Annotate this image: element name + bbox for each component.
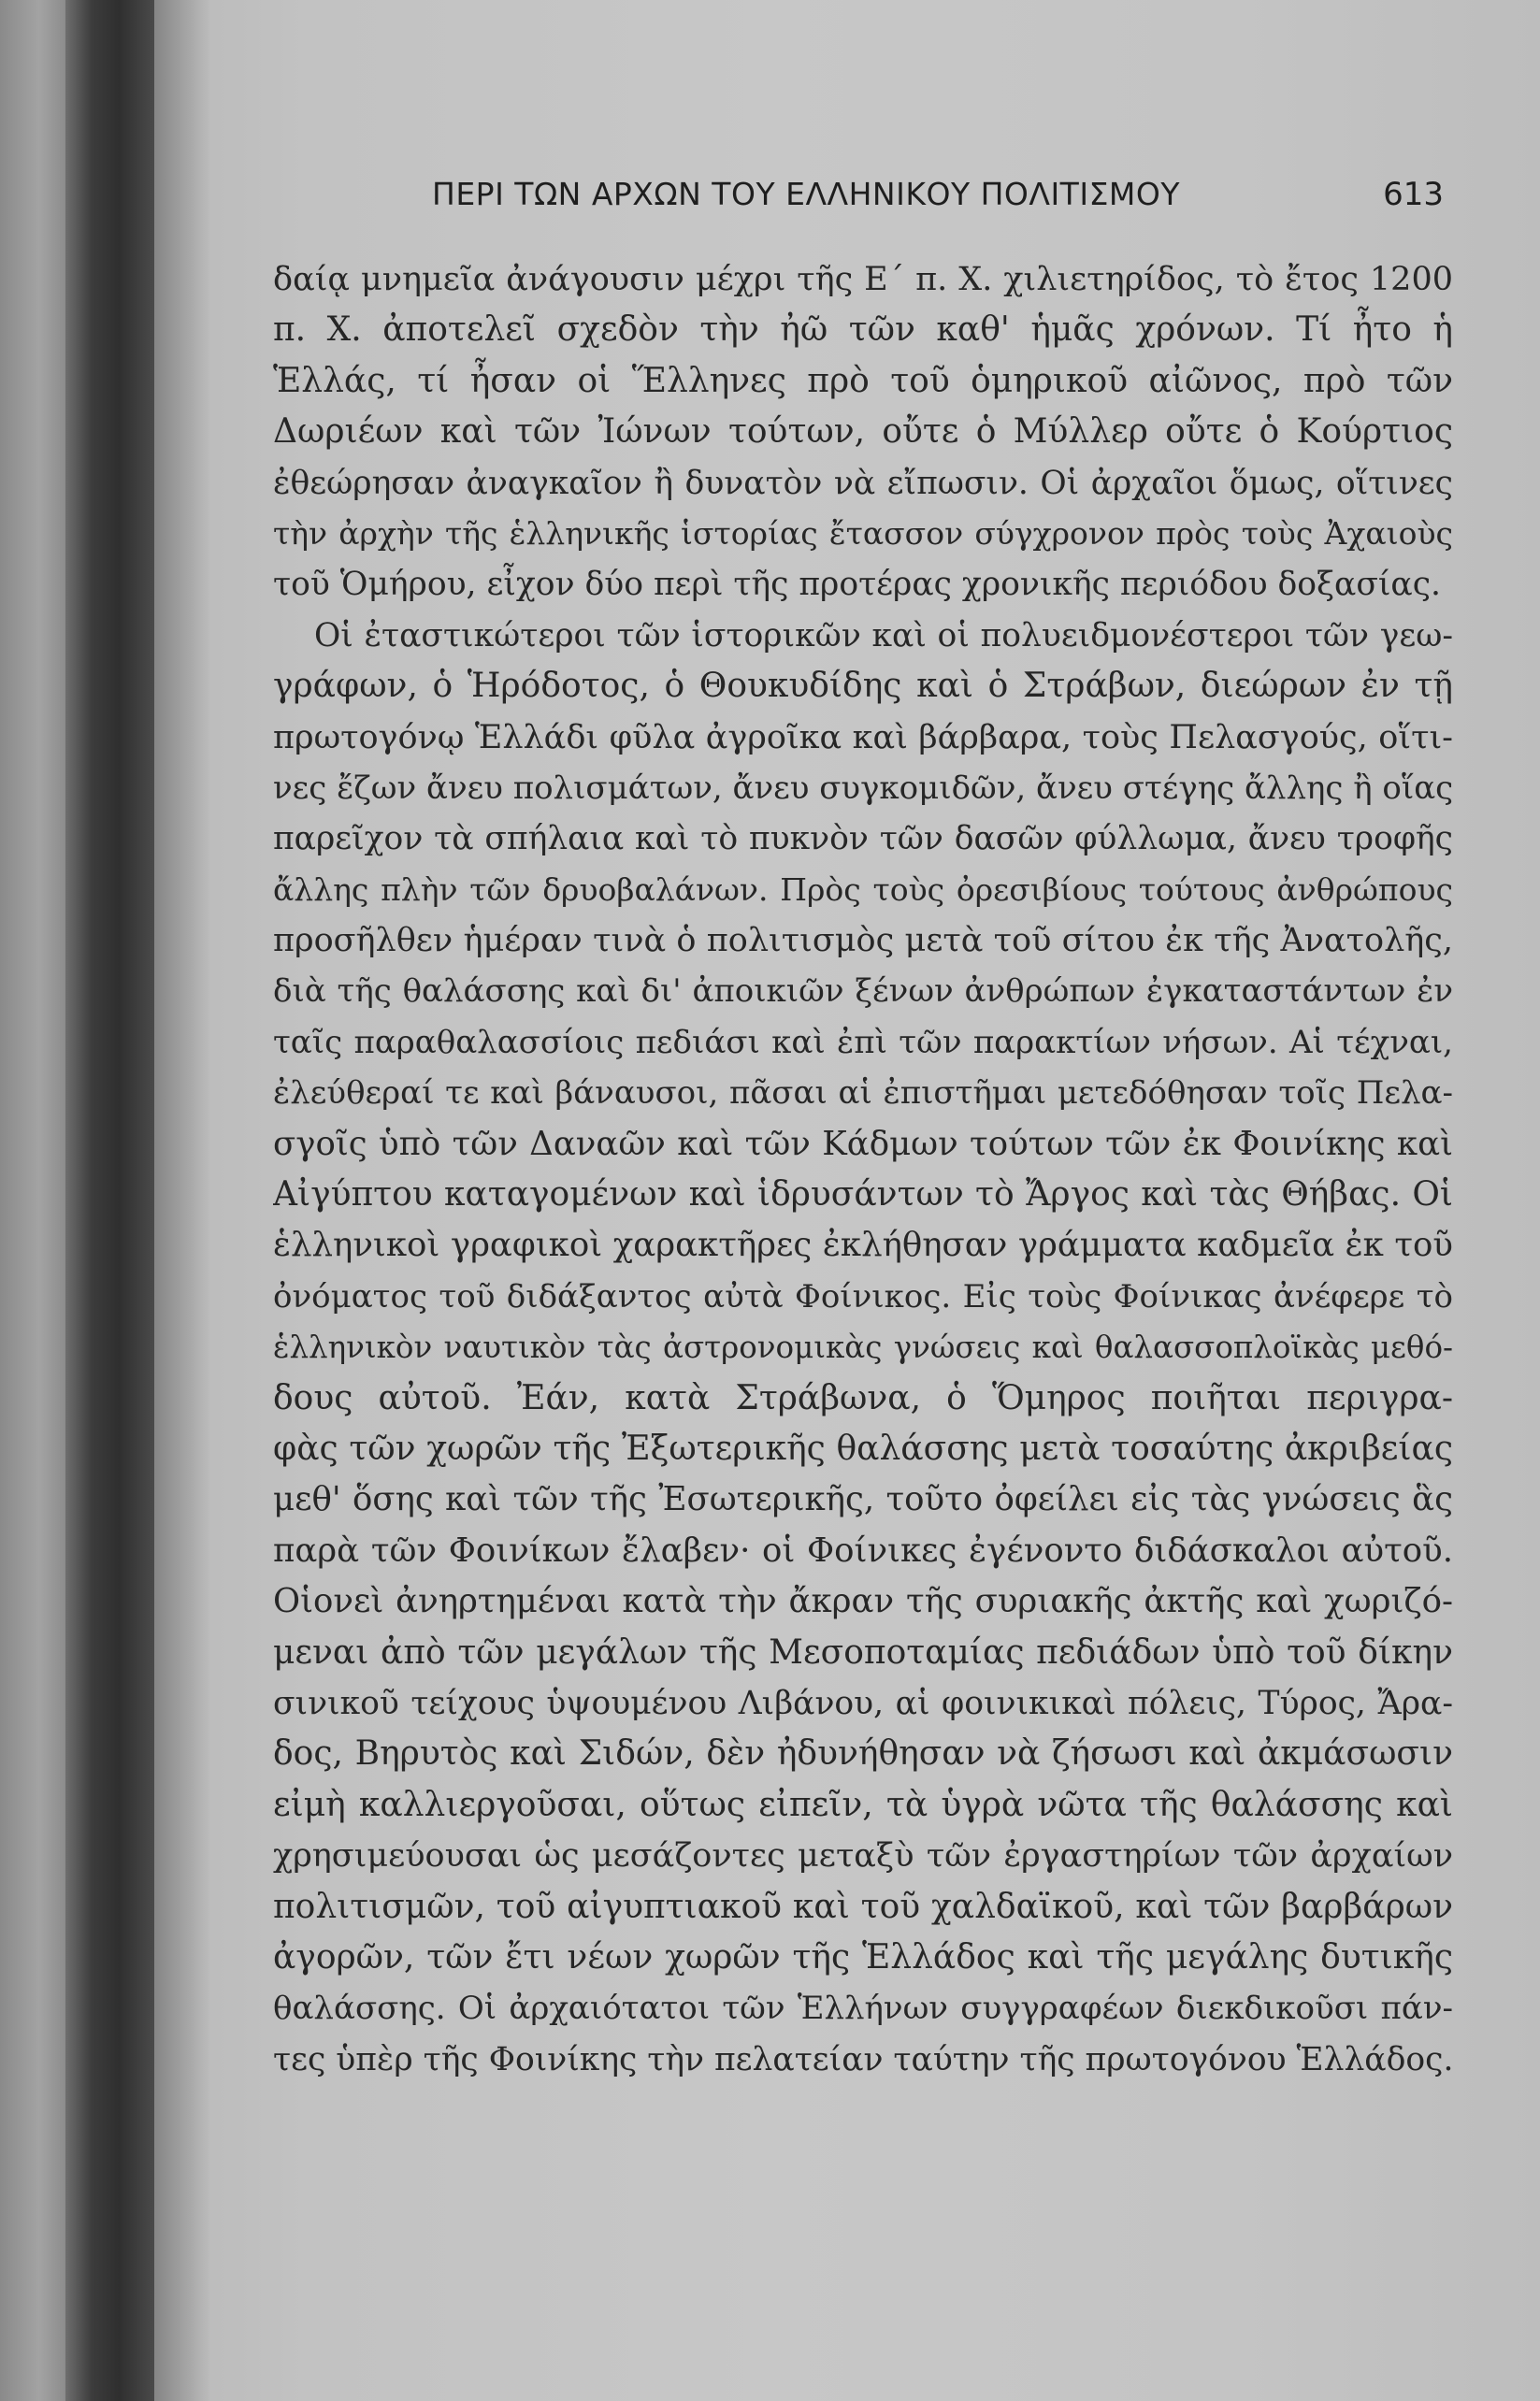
text-line: δους αὐτοῦ. Ἐάν, κατὰ Στράβωνα, ὁ Ὅμηρος ποιῆται περιγρα-: [273, 1378, 1453, 1417]
text-line: μεθ' ὅσης καὶ τῶν τῆς Ἐσωτερικῆς, τοῦτο ὀφείλει εἰς τὰς γνώσεις ἃς: [273, 1480, 1453, 1519]
text-line: ἑλληνικὸν ναυτικὸν τὰς ἀστρονομικὰς γνώσεις καὶ θαλασσοπλοϊκὰς μεθό-: [273, 1330, 1453, 1366]
text-line: γράφων, ὁ Ἡρόδοτος, ὁ Θουκυδίδης καὶ ὁ Στράβων, διεώρων ἐν τῇ: [273, 667, 1453, 706]
text-line: φὰς τῶν χωρῶν τῆς Ἐξωτερικῆς θαλάσσης μετὰ τοσαύτης ἀκριβείας: [273, 1429, 1453, 1468]
book-gutter: [65, 0, 154, 2401]
text-line: ἐλεύθεραί τε καὶ βάναυσοι, πᾶσαι αἱ ἐπιστῆμαι μετεδόθησαν τοῖς Πελα-: [273, 1074, 1453, 1113]
gutter-fade: [154, 0, 210, 2401]
page-header: [432, 176, 1451, 223]
text-line: εἰμὴ καλλιεργοῦσαι, οὕτως εἰπεῖν, τὰ ὑγρὰ νῶτα τῆς θαλάσσης καὶ: [273, 1785, 1453, 1824]
text-line: δαίᾳ μνημεῖα ἀνάγουσιν μέχρι τῆς Ε΄ π. Χ. χιλιετηρίδος, τὸ ἔτος 1200: [273, 261, 1453, 298]
text-line: Οἱονεὶ ἀνηρτημέναι κατὰ τὴν ἄκραν τῆς συριακῆς ἀκτῆς καὶ χωριζό-: [273, 1582, 1453, 1621]
text-line: μεναι ἀπὸ τῶν μεγάλων τῆς Μεσοποταμίας πεδιάδων ὑπὸ τοῦ δίκην: [273, 1632, 1453, 1672]
text-line: τοῦ Ὁμήρου, εἶχον δύο περὶ τῆς προτέρας χρονικῆς περιόδου δοξασίας.: [273, 566, 1442, 604]
text-line: Ἑλλάς, τί ἦσαν οἱ Ἕλληνες πρὸ τοῦ ὁμηρικοῦ αἰῶνος, πρὸ τῶν: [273, 361, 1453, 400]
text-line: ἄλλης πλὴν τῶν δρυοβαλάνων. Πρὸς τοὺς ὀρεσιβίους τούτους ἀνθρώπους: [273, 870, 1453, 908]
text-line: προσῆλθεν ἡμέραν τινὰ ὁ πολιτισμὸς μετὰ τοῦ σίτου ἐκ τῆς Ἀνατολῆς,: [273, 922, 1453, 960]
text-line: ἀγορῶν, τῶν ἔτι νέων χωρῶν τῆς Ἑλλάδος καὶ τῆς μεγάλης δυτικῆς: [273, 1937, 1453, 1977]
text-line: διὰ τῆς θαλάσσης καὶ δι' ἀποικιῶν ξένων ἀνθρώπων ἐγκαταστάντων ἐν: [273, 972, 1453, 1011]
text-line: παρεῖχον τὰ σπήλαια καὶ τὸ πυκνὸν τῶν δασῶν φύλλωμα, ἄνευ τροφῆς: [273, 820, 1453, 858]
text-line: σγοῖς ὑπὸ τῶν Δαναῶν καὶ τῶν Κάδμων τούτων τῶν ἐκ Φοινίκης καὶ: [273, 1124, 1453, 1163]
running-title: ΠΕΡΙ ΤΩΝ ΑΡΧΩΝ ΤΟΥ ΕΛΛΗΝΙΚΟΥ ΠΟΛΙΤΙΣΜΟΥ: [432, 176, 1181, 212]
body-text: [273, 254, 1453, 2171]
text-line: τες ὑπὲρ τῆς Φοινίκης τὴν πελατείαν ταύτην τῆς πρωτογόνου Ἑλλάδος.: [273, 2040, 1453, 2078]
text-line: ἑλληνικοὶ γραφικοὶ χαρακτῆρες ἐκλήθησαν γράμματα καδμεῖα ἐκ τοῦ: [273, 1226, 1453, 1265]
text-line: δος, Βηρυτὸς καὶ Σιδών, δὲν ἠδυνήθησαν νὰ ζήσωσι καὶ ἀκμάσωσιν: [273, 1734, 1453, 1774]
page-number: 613: [1383, 176, 1444, 213]
text-line: πολιτισμῶν, τοῦ αἰγυπτιακοῦ καὶ τοῦ χαλδαϊκοῦ, καὶ τῶν βαρβάρων: [273, 1887, 1453, 1926]
text-line: νες ἔζων ἄνευ πολισμάτων, ἄνευ συγκομιδῶν, ἄνευ στέγης ἄλλης ἢ οἵας: [273, 769, 1453, 807]
text-line: Αἰγύπτου καταγομένων καὶ ἱδρυσάντων τὸ Ἄργος καὶ τὰς Θήβας. Οἱ: [273, 1175, 1453, 1215]
text-line: ταῖς παραθαλασσίοις πεδιάσι καὶ ἐπὶ τῶν παρακτίων νήσων. Αἱ τέχναι,: [273, 1023, 1453, 1061]
text-line: Οἱ ἐταστικώτεροι τῶν ἱστορικῶν καὶ οἱ πολυειδμονέστεροι τῶν γεω-: [314, 616, 1453, 654]
text-line: πρωτογόνῳ Ἑλλάδι φῦλα ἀγροῖκα καὶ βάρβαρα, τοὺς Πελασγούς, οἵτι-: [273, 718, 1453, 756]
text-line: τὴν ἀρχὴν τῆς ἑλληνικῆς ἱστορίας ἔτασσον σύγχρονον πρὸς τοὺς Ἀχαιοὺς: [273, 514, 1453, 552]
text-line: ἐθεώρησαν ἀναγκαῖον ἢ δυνατὸν νὰ εἴπωσιν. Οἱ ἀρχαῖοι ὅμως, οἵτινες: [273, 464, 1453, 502]
text-line: χρησιμεύουσαι ὡς μεσάζοντες μεταξὺ τῶν ἐργαστηρίων τῶν ἀρχαίων: [273, 1837, 1453, 1876]
text-line: σινικοῦ τείχους ὑψουμένου Λιβάνου, αἱ φοινικικαὶ πόλεις, Τύρος, Ἄρα-: [273, 1684, 1453, 1722]
text-line: θαλάσσης. Οἱ ἀρχαιότατοι τῶν Ἑλλήνων συγγραφέων διεκδικοῦσι πάν-: [273, 1990, 1453, 2028]
text-line: ὀνόματος τοῦ διδάξαντος αὐτὰ Φοίνικος. Εἰς τοὺς Φοίνικας ἀνέφερε τὸ: [273, 1277, 1453, 1316]
text-line: παρὰ τῶν Φοινίκων ἔλαβεν· οἱ Φοίνικες ἐγένοντο διδάσκαλοι αὐτοῦ.: [273, 1531, 1453, 1570]
text-line: Δωριέων καὶ τῶν Ἰώνων τούτων, οὔτε ὁ Μύλλερ οὔτε ὁ Κούρτιος: [273, 412, 1453, 452]
text-line: π. Χ. ἀποτελεῖ σχεδὸν τὴν ἠῶ τῶν καθ' ἡμᾶς χρόνων. Τί ἦτο ἡ: [273, 310, 1453, 350]
page-edge-shadow: [0, 0, 65, 2401]
